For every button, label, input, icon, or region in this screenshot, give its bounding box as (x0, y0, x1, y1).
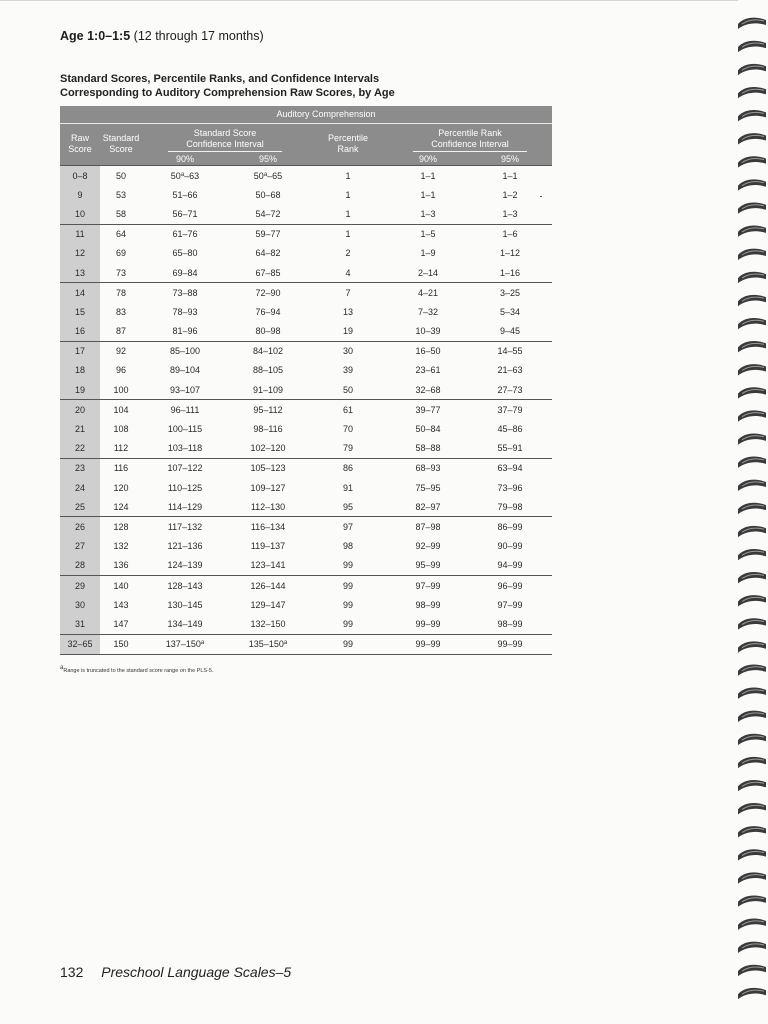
standard-score-cell: 83 (115, 306, 126, 317)
spiral-coil (738, 226, 766, 237)
pr-ci-95-cell: 94–99 (497, 560, 523, 571)
spiral-coil (738, 272, 766, 283)
std-ci-90-cell: 51–66 (172, 189, 198, 200)
pr-ci-90-cell: 98–99 (415, 599, 441, 610)
standard-score-cell: 116 (100, 458, 142, 478)
std-ci-95-cell: 76–94 (255, 306, 281, 317)
percentile-rank-cell: 1 (345, 208, 351, 219)
pr-ci-90-cell: 1–5 (388, 224, 468, 244)
pr-ci-90-cell: 23–61 (415, 365, 441, 376)
header-std-95: 95% (228, 153, 308, 166)
spiral-coil (738, 988, 766, 999)
spiral-coil (738, 549, 766, 560)
pr-ci-90-cell: 75–95 (415, 482, 441, 493)
standard-score-cell: 58 (115, 208, 126, 219)
book-title: Preschool Language Scales–5 (101, 964, 292, 980)
standard-score-cell: 128 (100, 517, 142, 537)
raw-score-cell: 22 (60, 439, 100, 459)
spiral-coil (738, 734, 766, 745)
standard-score-cell: 120 (113, 482, 129, 493)
std-ci-95-cell: 54–72 (255, 208, 281, 219)
header-standard-score: Standard Score (100, 124, 142, 166)
percentile-rank-cell: 70 (342, 424, 353, 435)
pr-ci-90-cell: 82–97 (415, 501, 441, 512)
std-ci-95-cell: 72–90 (228, 283, 308, 303)
table-row (60, 400, 552, 420)
header-blank (60, 106, 100, 124)
table-row (60, 517, 552, 537)
pr-ci-95-cell: 1–3 (502, 208, 518, 219)
spiral-coil (738, 803, 766, 814)
footnote-ref: a (180, 171, 185, 178)
spiral-coil (738, 480, 766, 491)
age-heading (60, 29, 264, 43)
std-ci-90-cell: 114–129 (167, 501, 203, 512)
page-footer (60, 964, 291, 980)
pr-ci-90-cell: 7–32 (417, 306, 439, 317)
std-ci-95-cell: 88–105 (252, 365, 284, 376)
spiral-coil (738, 688, 766, 699)
spiral-coil (738, 895, 766, 906)
spiral-coil (738, 942, 766, 953)
standard-score-cell: 87 (115, 326, 126, 337)
std-ci-95-cell: 132–150 (250, 618, 286, 629)
standard-score-cell: 96 (115, 365, 126, 376)
spiral-coil (738, 41, 766, 52)
raw-score-cell: 15 (60, 302, 100, 321)
spiral-coil (738, 872, 766, 883)
std-ci-95-cell: 129–147 (250, 599, 286, 610)
table-row (60, 361, 552, 380)
pr-ci-95-cell: 97–99 (497, 599, 523, 610)
pr-ci-90-cell: 95–99 (415, 560, 441, 571)
pr-ci-90-cell: 32–68 (415, 384, 441, 395)
percentile-rank-cell: 7 (308, 283, 388, 303)
std-ci-95-cell: 98–116 (253, 424, 283, 435)
raw-score-cell: 20 (60, 400, 100, 420)
spiral-coil (738, 364, 766, 375)
pr-ci-95-cell: 73–96 (497, 482, 523, 493)
std-ci-90-cell: 50$^a$–63 (142, 166, 228, 186)
std-ci-95-cell: 135–150$^a$ (228, 634, 308, 654)
percentile-rank-cell: 86 (308, 458, 388, 478)
std-ci-90-cell: 96–111 (142, 400, 228, 420)
std-ci-95-cell: 105–123 (228, 458, 308, 478)
standard-score-cell: 78 (100, 283, 142, 303)
percentile-rank-cell: 99 (342, 618, 353, 629)
header-pr-95: 95% (468, 153, 552, 166)
percentile-rank-cell: 95 (342, 501, 353, 512)
pr-ci-95-cell: 98–99 (497, 618, 523, 629)
raw-score-cell: 13 (60, 263, 100, 283)
table-row (60, 497, 552, 517)
std-ci-90-cell: 65–80 (172, 248, 198, 259)
table-row (60, 224, 552, 244)
table-row (60, 458, 552, 478)
std-ci-95-cell: 102–120 (250, 443, 286, 454)
table-title-line-1: Standard Scores, Percentile Ranks, and Confidence Intervals (60, 73, 380, 85)
pr-ci-90-cell: 1–1 (388, 166, 468, 186)
pr-ci-90-cell: 16–50 (388, 341, 468, 361)
footnote-marker: a (60, 665, 64, 671)
pr-ci-90-cell: 87–98 (388, 517, 468, 537)
std-ci-90-cell: 89–104 (169, 365, 201, 376)
table-row (60, 380, 552, 400)
pr-ci-90-cell: 1–9 (420, 248, 436, 259)
std-ci-90-cell: 137–150$^a$ (142, 634, 228, 654)
std-ci-90-cell: 103–118 (167, 443, 203, 454)
header-percentile-rank-ci: Percentile Rank Confidence Interval (388, 124, 552, 154)
percentile-rank-cell: 13 (342, 306, 353, 317)
pr-ci-90-cell: 10–39 (415, 326, 441, 337)
raw-score-cell: 19 (60, 380, 100, 400)
spiral-coil (738, 110, 766, 121)
pr-ci-95-cell: 55–91 (497, 443, 523, 454)
table-row (60, 322, 552, 342)
pr-ci-95-cell: 1–6 (468, 224, 552, 244)
table-row (60, 419, 552, 438)
percentile-rank-cell: 4 (345, 267, 351, 278)
table-row (60, 204, 552, 224)
raw-score-cell: 29 (60, 575, 100, 595)
spiral-coil (738, 826, 766, 837)
pr-ci-90-cell: 39–77 (388, 400, 468, 420)
percentile-rank-cell: 19 (342, 326, 353, 337)
std-ci-95-cell: 67–85 (255, 267, 281, 278)
percentile-rank-cell: 97 (308, 517, 388, 537)
spiral-coil (738, 618, 766, 629)
pr-ci-95-cell: 96–99 (468, 575, 552, 595)
pr-ci-95-cell: 14–55 (468, 341, 552, 361)
spiral-coil (738, 433, 766, 444)
table-row (60, 478, 552, 497)
std-ci-90-cell: 69–84 (172, 267, 198, 278)
table-row (60, 439, 552, 459)
std-ci-95-cell: 109–127 (250, 482, 286, 493)
pr-ci-90-cell: 4–21 (388, 283, 468, 303)
table-row (60, 185, 552, 204)
raw-score-cell: 14 (60, 283, 100, 303)
std-ci-90-cell: 93–107 (169, 384, 201, 395)
standard-score-cell: 143 (113, 599, 129, 610)
raw-score-cell: 21 (60, 419, 100, 438)
percentile-rank-cell: 99 (342, 560, 353, 571)
standard-score-cell: 147 (113, 618, 129, 629)
raw-score-cell: 31 (60, 614, 100, 634)
pr-ci-95-cell: 21–63 (497, 365, 523, 376)
header-raw-score: Raw Score (60, 124, 100, 166)
pr-ci-95-cell: 5–34 (499, 306, 521, 317)
percentile-rank-cell: 50 (342, 384, 353, 395)
table-row (60, 166, 552, 186)
header-auditory-comprehension: Auditory Comprehension (100, 106, 552, 124)
header-standard-score-ci: Standard Score Confidence Interval (142, 124, 308, 154)
percentile-rank-cell: 1 (308, 224, 388, 244)
pr-ci-95-cell: 27–73 (497, 384, 523, 395)
table-row (60, 595, 552, 614)
spiral-coil (738, 849, 766, 860)
spiral-coil (738, 711, 766, 722)
raw-score-cell: 25 (60, 497, 100, 517)
table-row (60, 263, 552, 283)
standard-score-cell: 73 (115, 267, 126, 278)
std-ci-95-cell: 123–141 (250, 560, 286, 571)
pr-ci-95-cell: 1–2 (502, 189, 518, 200)
raw-score-cell: 27 (60, 537, 100, 556)
raw-score-cell: 28 (60, 556, 100, 576)
pr-ci-95-cell: 9–45 (499, 326, 521, 337)
table-row (60, 614, 552, 634)
std-ci-95-cell: 50–68 (255, 189, 281, 200)
spiral-coil (738, 595, 766, 606)
raw-score-cell: 23 (60, 458, 100, 478)
table-row (60, 302, 552, 321)
spiral-coil (738, 780, 766, 791)
spiral-binding (736, 10, 768, 1010)
standard-score-cell: 64 (100, 224, 142, 244)
spiral-coil (738, 156, 766, 167)
standard-score-cell: 150 (100, 634, 142, 654)
std-ci-90-cell: 134–149 (167, 618, 203, 629)
std-ci-90-cell: 81–96 (172, 326, 198, 337)
scores-table (60, 106, 552, 655)
standard-score-cell: 108 (113, 424, 129, 435)
std-ci-90-cell: 128–143 (142, 575, 228, 595)
table-row (60, 244, 552, 263)
pr-ci-90-cell: 1–3 (420, 208, 436, 219)
raw-score-cell: 30 (60, 595, 100, 614)
std-ci-95-cell: 50$^a$–65 (228, 166, 308, 186)
table-row (60, 537, 552, 556)
spiral-coil (738, 249, 766, 260)
spiral-coil (738, 295, 766, 306)
header-percentile-rank: Percentile Rank (308, 124, 388, 166)
footnote-ref: a (263, 171, 268, 178)
percentile-rank-cell: 99 (308, 634, 388, 654)
standard-score-cell: 100 (113, 384, 129, 395)
spiral-coil (738, 341, 766, 352)
spiral-coil (738, 87, 766, 98)
raw-score-cell: 9 (60, 185, 100, 204)
std-ci-95-cell: 59–77 (228, 224, 308, 244)
raw-score-cell: 0–8 (60, 166, 100, 186)
raw-score-cell: 24 (60, 478, 100, 497)
std-ci-90-cell: 78–93 (172, 306, 198, 317)
spiral-coil (738, 965, 766, 976)
spiral-coil (738, 919, 766, 930)
std-ci-90-cell: 56–71 (172, 208, 198, 219)
standard-score-cell: 69 (115, 248, 126, 259)
std-ci-90-cell: 117–132 (142, 517, 228, 537)
page-number: 132 (60, 964, 84, 980)
pr-ci-95-cell: 1–1 (468, 166, 552, 186)
spiral-coil (738, 318, 766, 329)
std-ci-90-cell: 124–139 (167, 560, 203, 571)
pr-ci-95-cell: 63–94 (468, 458, 552, 478)
spiral-coil (738, 526, 766, 537)
raw-score-cell: 10 (60, 204, 100, 224)
std-ci-95-cell: 84–102 (228, 341, 308, 361)
pr-ci-95-cell: 1–12 (499, 248, 521, 259)
header-pr-90: 90% (388, 153, 468, 166)
standard-score-cell: 92 (100, 341, 142, 361)
raw-score-cell: 32–65 (60, 634, 100, 654)
standard-score-cell: 136 (113, 560, 129, 571)
footnote-ref: a (200, 640, 205, 647)
percentile-rank-cell: 61 (308, 400, 388, 420)
spiral-coil (738, 641, 766, 652)
standard-score-cell: 50 (100, 166, 142, 186)
std-ci-90-cell: 100–115 (167, 424, 203, 435)
pr-ci-95-cell: 37–79 (468, 400, 552, 420)
raw-score-cell: 16 (60, 322, 100, 342)
pr-ci-90-cell: 68–93 (388, 458, 468, 478)
percentile-rank-cell: 79 (342, 443, 353, 454)
spiral-coil (738, 410, 766, 421)
raw-score-cell: 12 (60, 244, 100, 263)
pr-ci-90-cell: 1–1 (420, 189, 436, 200)
pr-ci-95-cell: 45–86 (497, 424, 523, 435)
standard-score-cell: 124 (113, 501, 129, 512)
table-body (60, 166, 552, 655)
pr-ci-95-cell: 79–98 (497, 501, 523, 512)
spiral-coil (738, 757, 766, 768)
standard-score-cell: 140 (100, 575, 142, 595)
raw-score-cell: 18 (60, 361, 100, 380)
std-ci-95-cell: 64–82 (255, 248, 281, 259)
spiral-coil (738, 133, 766, 144)
pr-ci-95-cell: 99–99 (468, 634, 552, 654)
spiral-coil (738, 18, 766, 29)
percentile-rank-cell: 91 (342, 482, 353, 493)
std-ci-90-cell: 110–125 (167, 482, 203, 493)
pr-ci-95-cell: 3–25 (468, 283, 552, 303)
percentile-rank-cell: 99 (308, 575, 388, 595)
percentile-rank-cell: 1 (308, 166, 388, 186)
spiral-coil (738, 179, 766, 190)
footnote-text: Range is truncated to the standard score range on the PLS-5. (63, 668, 214, 674)
standard-score-cell: 132 (113, 541, 129, 552)
raw-score-cell: 17 (60, 341, 100, 361)
std-ci-90-cell: 61–76 (142, 224, 228, 244)
footnote (60, 665, 214, 674)
top-edge-rule (0, 0, 738, 1)
pr-ci-95-cell: 1–16 (499, 267, 521, 278)
pr-ci-90-cell: 92–99 (415, 541, 441, 552)
percentile-rank-cell: 30 (308, 341, 388, 361)
spiral-coil (738, 503, 766, 514)
pr-ci-95-cell: 90–99 (497, 541, 523, 552)
std-ci-90-cell: 73–88 (142, 283, 228, 303)
percentile-rank-cell: 99 (342, 599, 353, 610)
raw-score-cell: 26 (60, 517, 100, 537)
percentile-rank-cell: 2 (345, 248, 351, 259)
footnote-ref: a (283, 640, 288, 647)
spiral-coil (738, 664, 766, 675)
spiral-coil (738, 387, 766, 398)
table-row (60, 556, 552, 576)
std-ci-90-cell: 107–122 (142, 458, 228, 478)
pr-ci-90-cell: 97–99 (388, 575, 468, 595)
table-row (60, 634, 552, 654)
raw-score-cell: 11 (60, 224, 100, 244)
pr-ci-90-cell: 99–99 (388, 634, 468, 654)
table-row (60, 341, 552, 361)
std-ci-95-cell: 112–130 (250, 501, 286, 512)
std-ci-95-cell: 80–98 (255, 326, 281, 337)
standard-score-cell: 112 (113, 443, 129, 454)
std-ci-95-cell: 119–137 (250, 541, 286, 552)
percentile-rank-cell: 39 (342, 365, 353, 376)
standard-score-cell: 53 (115, 189, 126, 200)
percentile-rank-cell: 1 (345, 189, 351, 200)
header-std-90: 90% (142, 153, 228, 166)
pr-ci-90-cell: 50–84 (415, 424, 441, 435)
spiral-coil (738, 64, 766, 75)
spiral-coil (738, 457, 766, 468)
table-title (60, 72, 395, 100)
table-row (60, 575, 552, 595)
std-ci-90-cell: 121–136 (167, 541, 203, 552)
percentile-rank-cell: 98 (342, 541, 353, 552)
std-ci-95-cell: 95–112 (228, 400, 308, 420)
pr-ci-90-cell: 2–14 (417, 267, 439, 278)
spiral-coil (738, 572, 766, 583)
pr-ci-90-cell: 99–99 (415, 618, 441, 629)
pr-ci-90-cell: 58–88 (415, 443, 441, 454)
std-ci-90-cell: 130–145 (167, 599, 203, 610)
age-range-label: Age 1:0–1:5 (60, 29, 131, 43)
table-title-line-2: Corresponding to Auditory Comprehension Raw Scores, by Age (60, 87, 395, 99)
spiral-coil (738, 202, 766, 213)
table-row (60, 283, 552, 303)
std-ci-95-cell: 126–144 (228, 575, 308, 595)
std-ci-95-cell: 91–109 (252, 384, 284, 395)
std-ci-95-cell: 116–134 (228, 517, 308, 537)
stray-mark (540, 196, 542, 197)
age-months-detail: (12 through 17 months) (133, 29, 264, 43)
pr-ci-95-cell: 86–99 (468, 517, 552, 537)
std-ci-90-cell: 85–100 (142, 341, 228, 361)
standard-score-cell: 104 (100, 400, 142, 420)
